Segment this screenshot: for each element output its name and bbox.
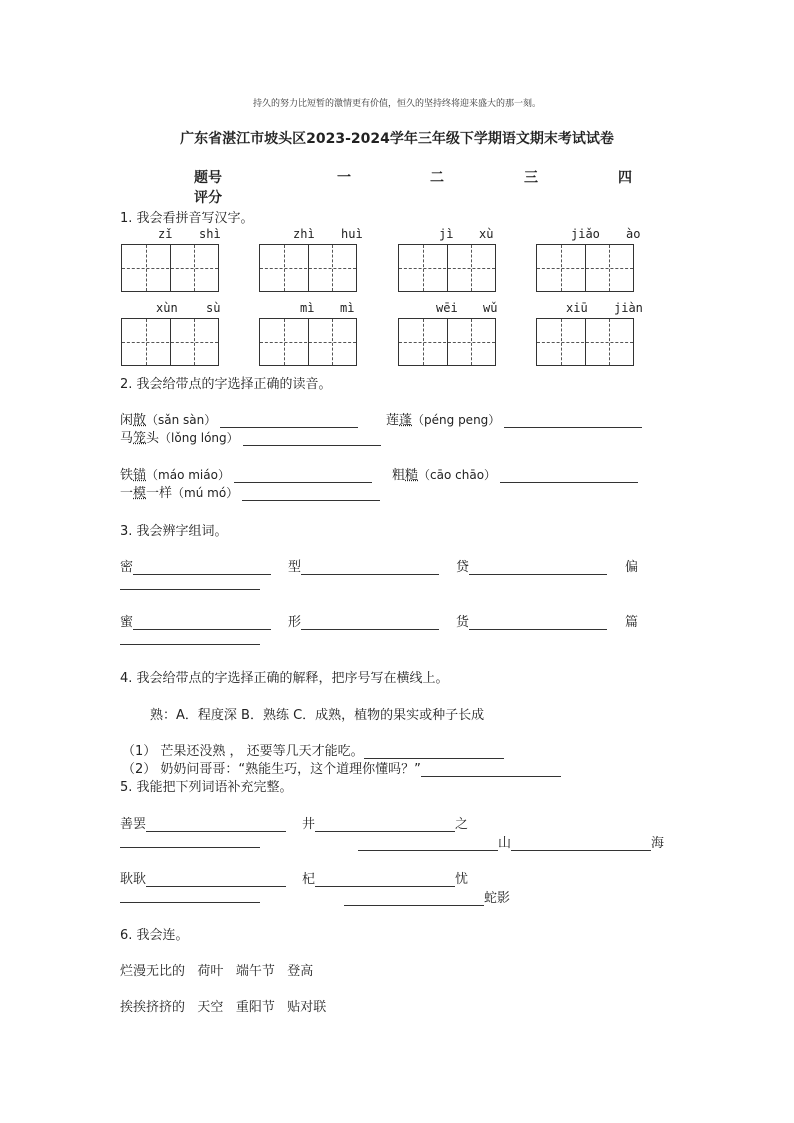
q5-item: 耿耿 — [120, 868, 286, 887]
q3-item: 蜜 — [120, 611, 271, 630]
pinyin: wǔ — [483, 301, 498, 315]
pinyin: jiǎo — [571, 227, 600, 241]
writing-grid[interactable] — [121, 244, 219, 292]
q4-definition: 熟：A．程度深 B．熟练 C．成熟，植物的果实或种子长成 — [150, 708, 485, 723]
pinyin: huì — [341, 227, 363, 241]
q4-sentence-2: （2） 奶奶问哥哥：“熟能生巧，这个道理你懂吗？” — [122, 758, 561, 777]
answer-line[interactable] — [344, 891, 484, 906]
answer-line[interactable] — [243, 431, 381, 446]
writing-grid[interactable] — [259, 244, 357, 292]
answer-line[interactable] — [315, 817, 455, 832]
q5-item: 善罢 — [120, 813, 286, 832]
pinyin: shì — [199, 227, 221, 241]
pinyin: xùn — [156, 301, 178, 315]
answer-line[interactable] — [364, 744, 504, 759]
pinyin: mì — [300, 301, 315, 315]
pinyin: wēi — [436, 301, 458, 315]
q2-prompt: 2. 我会给带点的字选择正确的读音。 — [120, 377, 332, 392]
q6-row-2 — [120, 996, 326, 1015]
q3-item: 货 — [456, 611, 607, 630]
pinyin: xù — [479, 227, 494, 241]
q5-item — [120, 887, 260, 903]
q3-item: 偏 — [625, 560, 639, 575]
answer-line[interactable] — [242, 486, 380, 501]
answer-line[interactable] — [500, 468, 638, 483]
writing-grid[interactable] — [536, 318, 634, 366]
pinyin: jiàn — [614, 301, 643, 315]
q5-item: 杞 忧 — [302, 872, 469, 887]
match-item[interactable]: 天空 — [197, 1000, 224, 1015]
match-item[interactable]: 登高 — [287, 964, 314, 979]
q5-item: 井 之 — [302, 817, 469, 832]
pinyin: xiū — [566, 301, 588, 315]
q3-item: 形 — [288, 611, 439, 630]
q6-row-1 — [120, 960, 313, 979]
q2-item: 铁锚（máo miáo） — [120, 464, 372, 483]
pinyin: sù — [206, 301, 221, 315]
score-col-4: 四 — [618, 170, 632, 186]
score-col-2: 二 — [430, 170, 444, 186]
answer-line[interactable] — [301, 560, 439, 575]
q3-item: 型 — [288, 556, 439, 575]
q2-item: 马笼头（lǒng lóng） — [120, 427, 381, 446]
match-item[interactable]: 烂漫无比的 — [120, 964, 186, 979]
writing-grid[interactable] — [121, 318, 219, 366]
writing-grid[interactable] — [398, 318, 496, 366]
answer-line[interactable] — [421, 762, 561, 777]
pinyin: ào — [626, 227, 641, 241]
q3-prompt: 3. 我会辨字组词。 — [120, 524, 228, 539]
answer-line[interactable] — [358, 836, 498, 851]
q3-item: 密 — [120, 556, 271, 575]
q2-item: 粗糙（cāo chāo） — [392, 464, 638, 483]
q3-item: 篇 — [625, 615, 639, 630]
q2-item: 一模一样（mú mó） — [120, 482, 380, 501]
writing-grid[interactable] — [398, 244, 496, 292]
score-col-1: 一 — [337, 170, 351, 186]
q4-sentence-1: （1） 芒果还没熟 ， 还要等几天才能吃。 — [122, 740, 504, 759]
pinyin: zǐ — [158, 227, 173, 241]
answer-line[interactable] — [469, 615, 607, 630]
answer-line[interactable] — [120, 630, 260, 645]
answer-line[interactable] — [315, 872, 455, 887]
answer-line[interactable] — [120, 833, 260, 848]
answer-line[interactable] — [120, 888, 260, 903]
q2-item: 莲蓬（péng peng） — [386, 409, 642, 428]
match-item[interactable]: 端午节 — [235, 964, 275, 979]
answer-line[interactable] — [120, 575, 260, 590]
q1-prompt: 1. 我会看拼音写汉字。 — [120, 211, 254, 226]
q5-prompt: 5. 我能把下列词语补充完整。 — [120, 780, 293, 795]
motto: 持久的努力比短暂的激情更有价值，恒久的坚持终将迎来盛大的那一刻。 — [252, 99, 541, 109]
answer-line[interactable] — [511, 836, 651, 851]
answer-line[interactable] — [301, 615, 439, 630]
page-title: 广东省湛江市坡头区2023-2024学年三年级下学期语文期末考试试卷 — [180, 131, 614, 147]
q2-item: 闲散（sǎn sàn） — [120, 409, 358, 428]
answer-line[interactable] — [469, 560, 607, 575]
answer-line[interactable] — [133, 560, 271, 575]
pinyin: jì — [439, 227, 454, 241]
q4-prompt: 4. 我会给带点的字选择正确的解释，把序号写在横线上。 — [120, 671, 449, 686]
writing-grid[interactable] — [259, 318, 357, 366]
match-item[interactable]: 挨挨挤挤的 — [120, 1000, 186, 1015]
q5-item: 山 海 — [358, 832, 664, 851]
score-label-score: 评分 — [194, 190, 222, 206]
answer-line[interactable] — [220, 413, 358, 428]
q3-item — [120, 629, 260, 645]
q3-item: 贷 — [456, 556, 607, 575]
answer-line[interactable] — [146, 817, 286, 832]
writing-grid[interactable] — [536, 244, 634, 292]
match-item[interactable]: 荷叶 — [197, 964, 224, 979]
q3-item — [120, 574, 260, 590]
pinyin: mì — [340, 301, 355, 315]
score-col-3: 三 — [524, 170, 538, 186]
answer-line[interactable] — [504, 413, 642, 428]
match-item[interactable]: 贴对联 — [287, 1000, 327, 1015]
answer-line[interactable] — [133, 615, 271, 630]
score-label-question: 题号 — [194, 170, 222, 186]
answer-line[interactable] — [234, 468, 372, 483]
answer-line[interactable] — [146, 872, 286, 887]
match-item[interactable]: 重阳节 — [235, 1000, 275, 1015]
q6-prompt: 6. 我会连。 — [120, 928, 189, 943]
q5-item — [120, 832, 260, 848]
q5-item: 蛇影 — [344, 887, 510, 906]
pinyin: zhì — [293, 227, 315, 241]
